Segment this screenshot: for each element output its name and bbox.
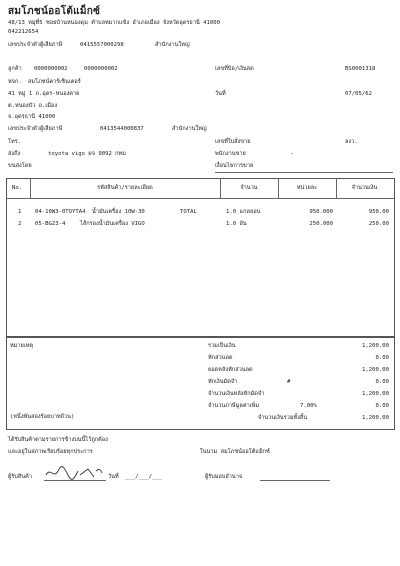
- header-desc: รหัสสินค้า/รายละเอียด: [97, 185, 153, 191]
- summary-deposit-value: 0.00: [375, 379, 389, 385]
- doc-salesman-label: พนักงานขาย: [215, 151, 246, 157]
- items-table: [6, 178, 395, 337]
- customer-address-3: จ.อุดรธานี 41000: [8, 114, 56, 120]
- header-no: No.: [12, 185, 23, 191]
- summary-vat-value: 0.00: [375, 403, 389, 409]
- table-header-divider: [6, 198, 394, 199]
- receiver-date-blank: ___/___/___: [125, 474, 163, 480]
- row-2-code: 05-BG23-4: [35, 221, 66, 227]
- row-2-price: 250.000: [309, 221, 333, 227]
- customer-address-2: ต.หนองบัว อ.เมือง: [8, 103, 58, 109]
- company-phone: 042212654: [8, 29, 39, 35]
- receipt-line-1: ได้รับสินค้าตามรายการข้างบนนี้ไว้ถูกต้อง: [8, 437, 108, 443]
- doc-terms-label: เงื่อนไขการขาย: [215, 163, 254, 169]
- summary-deposit-label: หักเงินมัดจำ: [208, 379, 238, 385]
- customer-phone-label: โทร.: [8, 139, 22, 145]
- summary-grand-total-label: จำนวนเงินรวมทั้งสิ้น: [258, 415, 308, 421]
- authorized-signature-line: [260, 480, 330, 481]
- row-1-no: 1: [18, 209, 22, 215]
- receiver-date-label: วันที่: [108, 474, 119, 480]
- company-name: สมโภชน์ออโต้แม็กซ์: [8, 6, 101, 17]
- customer-transport-label: ขนส่งโดย: [8, 163, 32, 169]
- customer-code: 0000000002: [34, 66, 68, 72]
- row-1-brand: TOTAL: [180, 209, 197, 215]
- summary-total-value: 1,200.00: [362, 343, 389, 349]
- summary-discount-value: 0.00: [375, 355, 389, 361]
- doc-date2-label: ลงว.: [345, 139, 358, 145]
- note-label: หมายเหตุ: [10, 343, 34, 349]
- customer-code2: 0000000002: [84, 66, 118, 72]
- customer-shipto-label: ส่งถึง: [8, 151, 21, 157]
- terms-underline: [215, 172, 393, 173]
- customer-branch: สำนักงานใหญ่: [172, 126, 207, 132]
- summary-after-deposit-label: จำนวนเงินหลังหักมัดจำ: [208, 391, 265, 397]
- doc-date: 07/05/62: [345, 91, 372, 97]
- doc-no: BS0001318: [345, 66, 376, 72]
- header-amount: จำนวนเงิน: [351, 185, 378, 191]
- customer-tax-id: 0413544000837: [100, 126, 144, 132]
- amount-in-words: (หนึ่งพันสองร้อยบาทถ้วน): [10, 414, 75, 420]
- receiver-signature: [44, 465, 104, 481]
- summary-grand-total-value: 1,200.00: [362, 415, 389, 421]
- customer-code-label: ลูกค้า: [8, 66, 22, 72]
- row-2-amount: 250.00: [368, 221, 389, 227]
- summary-after-discount-value: 1,200.00: [362, 367, 389, 373]
- receiver-label: ผู้รับสินค้า: [8, 474, 32, 480]
- company-address: 48/13 หมู่ที่5 ซอยบ้านหนองดุม ตำบลหมากแข้ง อำเภอเมือง จังหวัดอุดรธานี 41000: [8, 20, 220, 26]
- customer-address-1: 41 หมู่ 1 ถ.อุดร-หนองคาย: [8, 91, 80, 97]
- doc-no-label: เลขที่บิล/เงินสด: [215, 66, 254, 72]
- row-1-price: 950.000: [309, 209, 333, 215]
- summary-total-label: รวมเป็นเงิน: [208, 343, 236, 349]
- customer-name: สมโภชน์คาร์เซ็นเตอร์: [28, 79, 81, 85]
- summary-vat-label: จำนวนภาษีมูลค่าเพิ่ม: [208, 403, 260, 409]
- customer-shipto: toyota vigo ผจ 9092 กทม: [48, 151, 126, 157]
- company-tax-id: 0415557000298: [80, 42, 124, 48]
- company-tax-label: เลขประจำตัวผู้เสียภาษี: [8, 42, 63, 48]
- summary-discount-label: หักส่วนลด: [208, 355, 233, 361]
- summary-after-deposit-value: 1,200.00: [362, 391, 389, 397]
- row-2-desc: ไส้กรองน้ำมันเครื่อง VIGO: [80, 221, 145, 227]
- on-behalf: ในนาม สมโภชน์ออโต้แม็กซ์: [200, 449, 270, 455]
- summary-vat-rate: 7.00%: [300, 403, 317, 409]
- summary-deposit-hash: #: [287, 379, 291, 385]
- header-qty: จำนวน: [240, 185, 258, 191]
- row-2-qty: 1.0 อัน: [226, 221, 247, 227]
- doc-sale-label: เลขที่ใบสั่งขาย: [215, 139, 251, 145]
- receipt-line-2: และอยู่ในสภาพเรียบร้อยทุกประการ: [8, 449, 93, 455]
- customer-name-prefix: หจก.: [8, 79, 22, 85]
- customer-tax-label: เลขประจำตัวผู้เสียภาษี: [8, 126, 63, 132]
- doc-date-label: วันที่: [215, 91, 226, 97]
- company-branch: สำนักงานใหญ่: [155, 42, 190, 48]
- row-1-code: 04-10W3-0TOYTA4: [35, 209, 86, 215]
- row-1-desc: น้ำมันเครื่อง 10W-30: [92, 209, 145, 215]
- summary-after-discount-label: ยอดหลังหักส่วนลด: [208, 367, 253, 373]
- doc-salesman: -: [290, 151, 294, 157]
- authorized-label: ผู้รับมอบอำนาจ: [205, 474, 243, 480]
- header-price: หน่วยละ: [296, 185, 318, 191]
- row-1-qty: 1.0 แกลลอน: [226, 209, 261, 215]
- row-2-no: 2: [18, 221, 22, 227]
- row-1-amount: 950.00: [368, 209, 389, 215]
